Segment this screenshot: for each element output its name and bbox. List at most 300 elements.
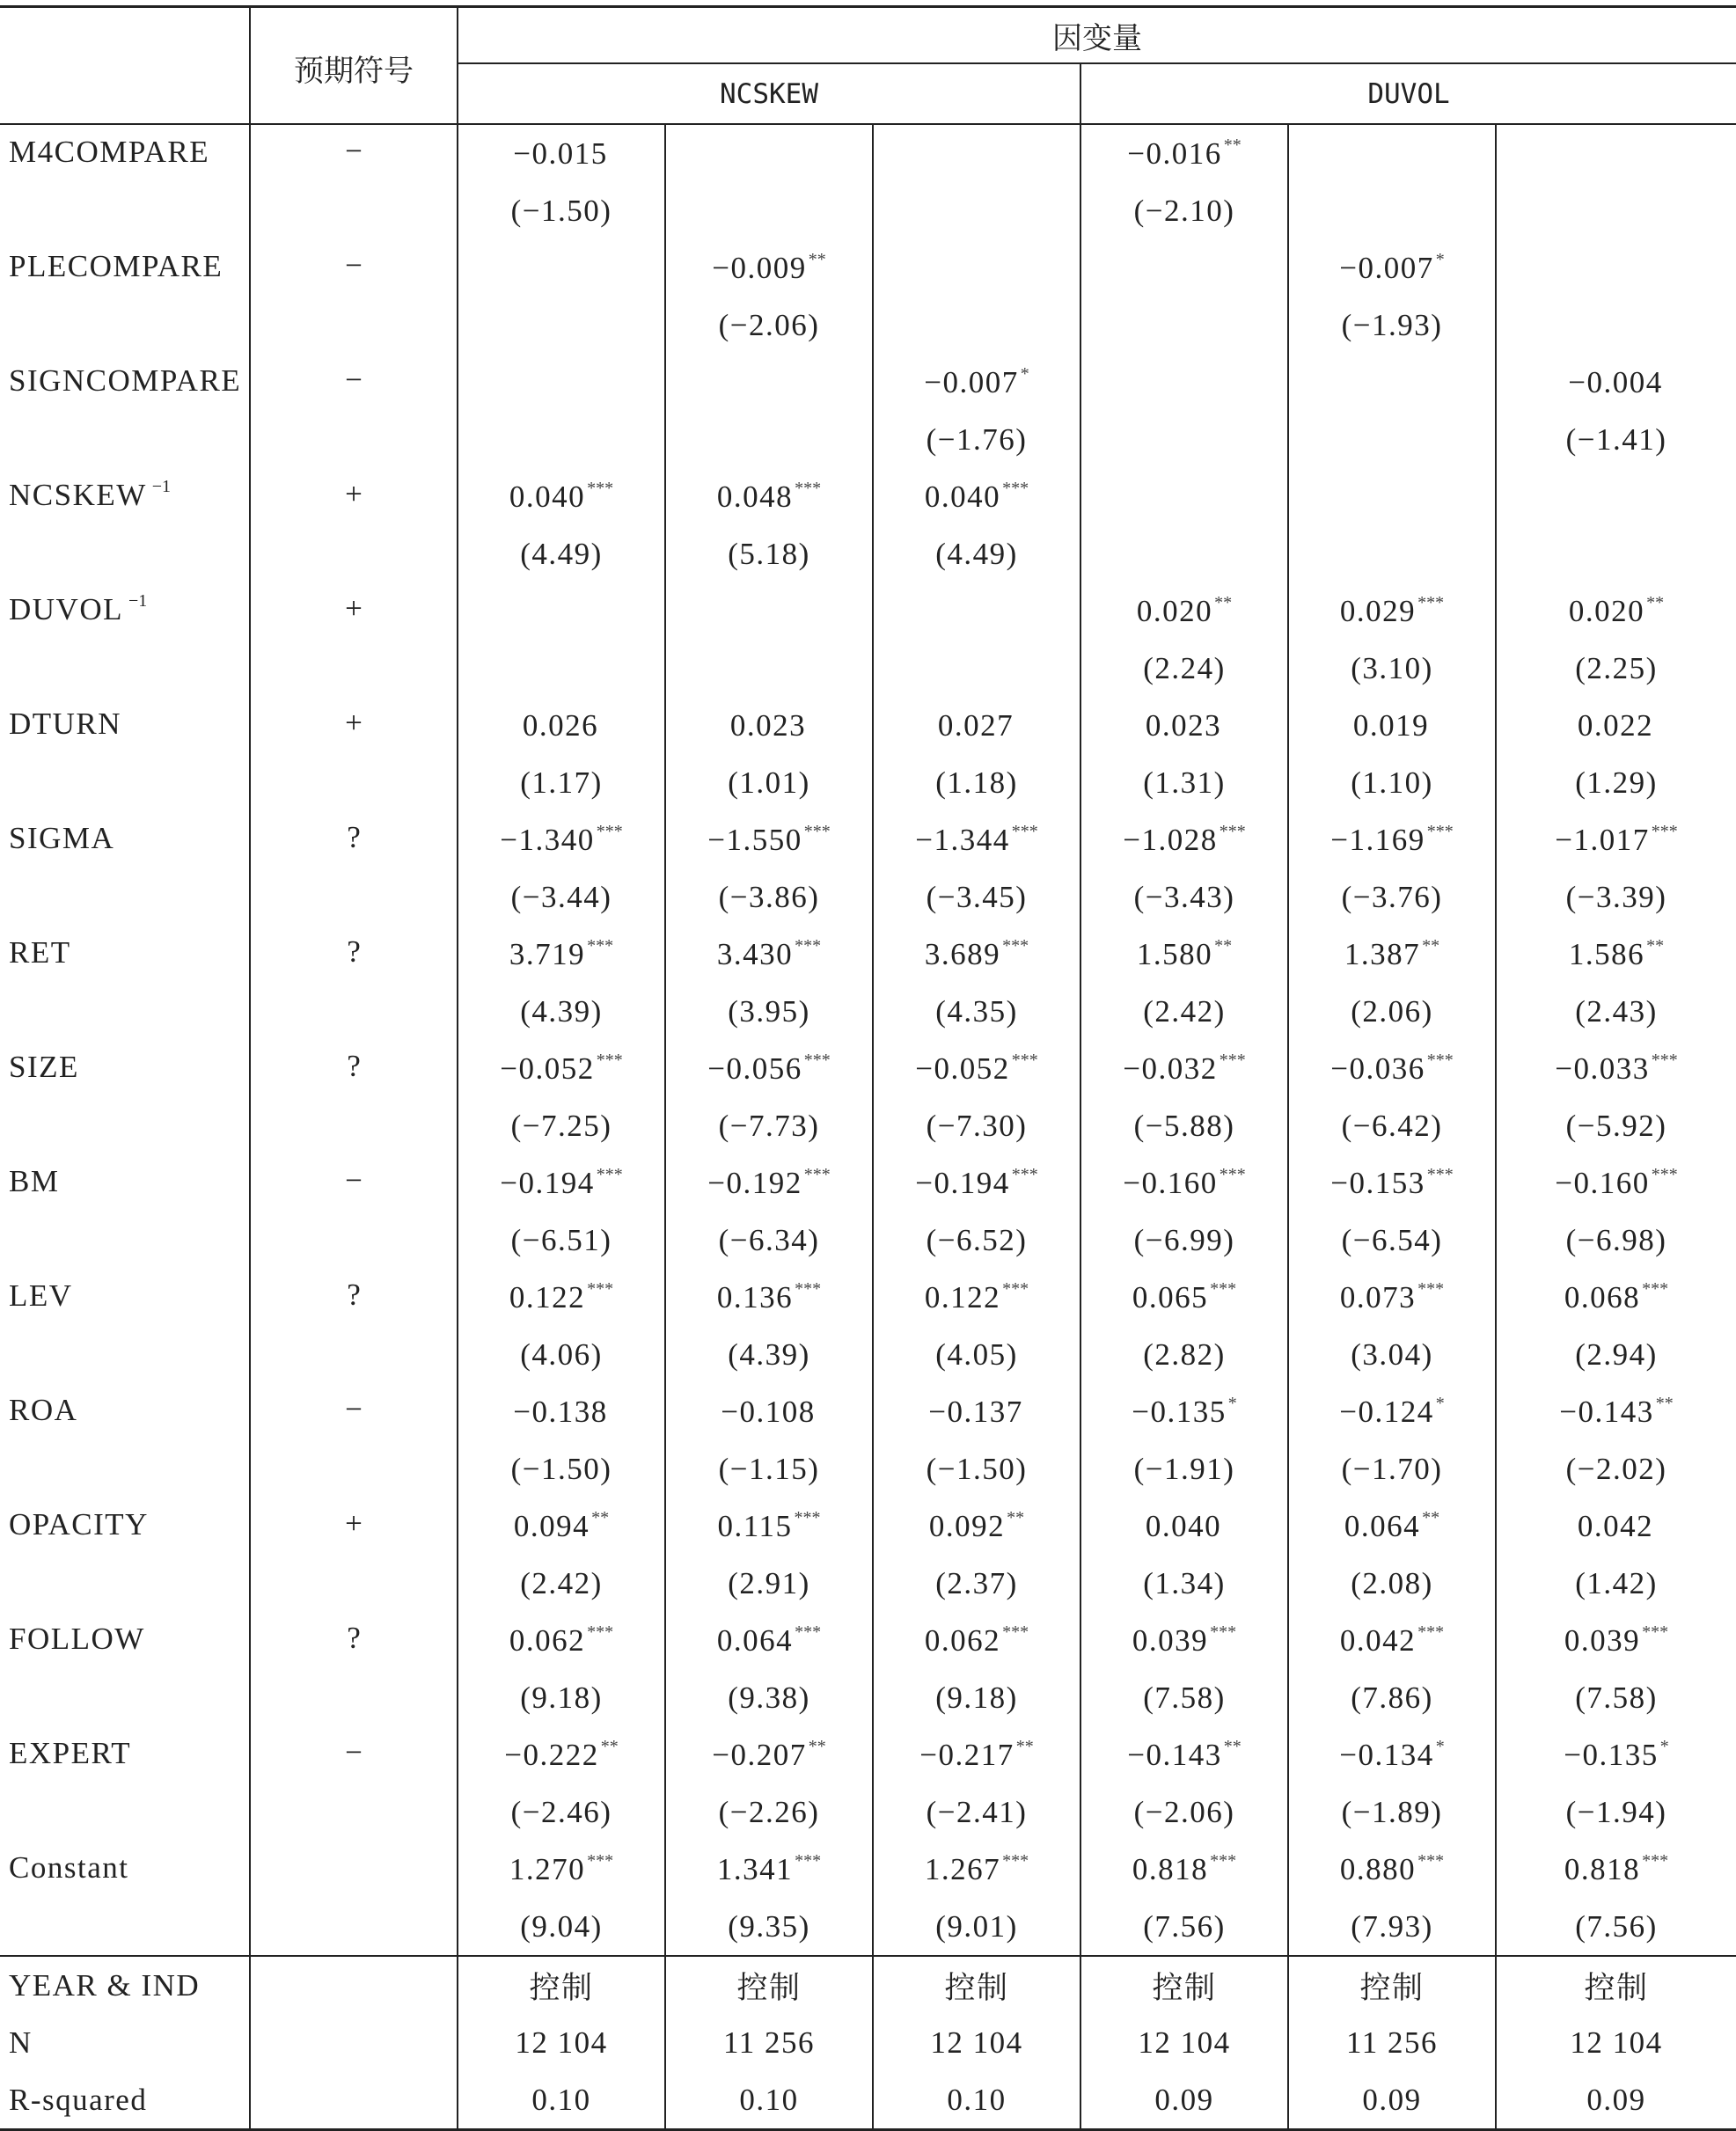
t-stat-cell: (−2.06) — [665, 297, 873, 354]
coefficient-value: 0.039 — [1564, 1623, 1641, 1658]
t-stat-cell: (2.82) — [1080, 1326, 1288, 1383]
expected-sign-cell: − — [250, 1383, 458, 1498]
significance-stars: *** — [596, 1165, 623, 1184]
significance-stars: * — [1435, 1737, 1445, 1756]
footer-value: 12 104 — [1080, 2014, 1288, 2071]
coefficient-cell — [873, 468, 1080, 525]
coefficient-cell — [665, 1383, 873, 1440]
t-stat-cell: (−1.41) — [1496, 411, 1736, 468]
variable-name: OPACITY — [9, 1507, 149, 1541]
coefficient-cell — [665, 926, 873, 983]
coefficient-value: −0.153 — [1330, 1166, 1425, 1200]
coef-row — [0, 1040, 1736, 1097]
coefficient-value: −1.340 — [500, 823, 595, 857]
coefficient-cell — [1496, 1383, 1736, 1440]
coefficient-value: 0.122 — [924, 1280, 1001, 1314]
coefficient-cell — [458, 354, 665, 411]
t-stat-cell: (7.56) — [1080, 1898, 1288, 1956]
expected-sign-cell: − — [250, 1154, 458, 1269]
coefficient-value: 0.818 — [1564, 1852, 1641, 1886]
expected-sign-cell: − — [250, 1726, 458, 1841]
variable-header-cell — [0, 7, 250, 125]
coefficient-cell — [1496, 1269, 1736, 1326]
t-stat-cell — [1288, 525, 1496, 582]
t-stat-cell: (3.04) — [1288, 1326, 1496, 1383]
footer-value: 12 104 — [1496, 2014, 1736, 2071]
significance-stars: *** — [1417, 1622, 1445, 1642]
significance-stars: *** — [587, 936, 614, 956]
coefficient-value: −1.344 — [915, 823, 1010, 857]
coefficient-value: 0.019 — [1352, 708, 1430, 743]
t-stat-cell: (2.24) — [1080, 640, 1288, 697]
significance-stars: *** — [1426, 1165, 1454, 1184]
t-stat-cell: (−3.76) — [1288, 868, 1496, 926]
coefficient-cell — [1496, 926, 1736, 983]
coefficient-cell — [873, 811, 1080, 868]
significance-stars: *** — [795, 1279, 822, 1299]
significance-stars: *** — [1651, 1051, 1678, 1070]
coefficient-cell — [1496, 582, 1736, 640]
coef-row — [0, 1498, 1736, 1555]
coefficient-value: −0.056 — [707, 1051, 802, 1086]
coefficient-cell — [1080, 468, 1288, 525]
t-stat-cell: (4.39) — [458, 983, 665, 1040]
footer-row — [0, 2071, 1736, 2130]
footer-label: YEAR & IND — [0, 1956, 250, 2014]
significance-stars: *** — [803, 822, 831, 841]
variable-name: FOLLOW — [9, 1622, 145, 1656]
coefficient-cell — [1080, 1726, 1288, 1783]
t-stat-cell: (−2.46) — [458, 1783, 665, 1841]
t-stat-cell: (7.58) — [1496, 1669, 1736, 1726]
coefficient-value: 1.580 — [1136, 937, 1213, 971]
significance-stars: *** — [596, 822, 623, 841]
coefficient-value: −0.124 — [1339, 1395, 1434, 1429]
coefficient-cell — [458, 1612, 665, 1669]
coefficient-cell — [1496, 1841, 1736, 1898]
coefficient-cell — [873, 1040, 1080, 1097]
variable-name: SIGMA — [9, 821, 115, 855]
t-stat-cell: (2.25) — [1496, 640, 1736, 697]
coefficient-cell — [873, 239, 1080, 297]
coefficient-value: 0.073 — [1339, 1280, 1417, 1314]
footer-value: 控制 — [1288, 1956, 1496, 2014]
t-stat-cell — [665, 640, 873, 697]
significance-stars: *** — [1219, 1165, 1246, 1184]
t-stat-cell: (−6.51) — [458, 1212, 665, 1269]
t-stat-cell: (1.01) — [665, 754, 873, 811]
t-stat-cell: (1.17) — [458, 754, 665, 811]
expected-sign-cell: − — [250, 124, 458, 239]
variable-superscript: −1 — [128, 591, 148, 611]
significance-stars: *** — [794, 1508, 821, 1527]
coefficient-cell — [1496, 811, 1736, 868]
coef-row — [0, 926, 1736, 983]
expected-sign-cell: − — [250, 239, 458, 354]
t-stat-cell — [665, 411, 873, 468]
t-stat-cell: (4.06) — [458, 1326, 665, 1383]
coefficient-value: 0.094 — [513, 1509, 590, 1543]
t-stat-cell — [1288, 182, 1496, 239]
footer-value: 控制 — [873, 1956, 1080, 2014]
group-header-duvol: DUVOL — [1080, 63, 1736, 124]
t-stat-cell: (2.43) — [1496, 983, 1736, 1040]
coefficient-value: 0.026 — [522, 708, 599, 743]
significance-stars: ** — [808, 1737, 826, 1756]
coef-row — [0, 124, 1736, 182]
significance-stars: ** — [1015, 1737, 1034, 1756]
significance-stars: ** — [1223, 135, 1242, 155]
coefficient-cell — [665, 697, 873, 754]
coefficient-cell — [1496, 239, 1736, 297]
coefficient-cell — [1080, 354, 1288, 411]
coefficient-cell — [458, 811, 665, 868]
coefficient-cell — [458, 926, 665, 983]
coefficient-value: −0.160 — [1555, 1166, 1650, 1200]
t-stat-cell: (9.38) — [665, 1669, 873, 1726]
coefficient-cell — [665, 1269, 873, 1326]
coefficient-cell — [1080, 1612, 1288, 1669]
coefficient-value: −0.137 — [928, 1395, 1023, 1429]
coefficient-value: 0.023 — [729, 708, 807, 743]
variable-cell — [0, 926, 250, 1040]
variable-name: EXPERT — [9, 1736, 132, 1770]
coefficient-value: −0.135 — [1564, 1738, 1659, 1772]
significance-stars: *** — [1210, 1851, 1237, 1871]
coefficient-value: 0.040 — [924, 480, 1001, 514]
coefficient-value: −0.194 — [915, 1166, 1010, 1200]
t-stat-cell: (7.93) — [1288, 1898, 1496, 1956]
t-stat-cell: (2.94) — [1496, 1326, 1736, 1383]
coefficient-cell — [873, 1726, 1080, 1783]
variable-name: SIGNCOMPARE — [9, 363, 242, 398]
coefficient-cell — [1080, 1383, 1288, 1440]
coefficient-value: −0.032 — [1123, 1051, 1218, 1086]
coefficient-cell — [458, 1154, 665, 1212]
coefficient-value: −0.194 — [500, 1166, 595, 1200]
t-stat-cell: (−6.54) — [1288, 1212, 1496, 1269]
t-stat-cell: (3.10) — [1288, 640, 1496, 697]
coefficient-cell — [1496, 697, 1736, 754]
coefficient-value: 0.040 — [1145, 1509, 1222, 1543]
coefficient-value: −0.134 — [1339, 1738, 1434, 1772]
expected-sign-cell: ? — [250, 1040, 458, 1154]
significance-stars: *** — [1002, 1622, 1029, 1642]
variable-cell — [0, 239, 250, 354]
coefficient-value: 0.020 — [1568, 594, 1645, 628]
significance-stars: ** — [808, 250, 826, 269]
variable-cell — [0, 582, 250, 697]
footer-value: 0.09 — [1080, 2071, 1288, 2130]
coefficient-value: 0.029 — [1339, 594, 1417, 628]
significance-stars: *** — [1642, 1279, 1669, 1299]
t-stat-cell: (−1.50) — [873, 1440, 1080, 1498]
coefficient-value: 1.267 — [924, 1852, 1001, 1886]
footer-sign-cell — [250, 2014, 458, 2071]
coefficient-cell — [873, 1269, 1080, 1326]
significance-stars: *** — [1011, 1051, 1038, 1070]
significance-stars: *** — [587, 1851, 614, 1871]
t-stat-cell: (−6.98) — [1496, 1212, 1736, 1269]
expected-sign-cell: ? — [250, 1269, 458, 1383]
variable-cell — [0, 1269, 250, 1383]
significance-stars: *** — [1002, 936, 1029, 956]
significance-stars: * — [1020, 364, 1029, 384]
coefficient-value: 0.818 — [1132, 1852, 1209, 1886]
coefficient-cell — [665, 1612, 873, 1669]
coefficient-cell — [1080, 1269, 1288, 1326]
t-stat-cell: (4.35) — [873, 983, 1080, 1040]
variable-cell — [0, 1498, 250, 1612]
coef-row — [0, 1726, 1736, 1783]
t-stat-cell: (−2.26) — [665, 1783, 873, 1841]
t-stat-cell: (−1.89) — [1288, 1783, 1496, 1841]
significance-stars: ** — [1214, 936, 1233, 956]
coefficient-value: 0.062 — [924, 1623, 1001, 1658]
variable-name: M4COMPARE — [9, 135, 210, 169]
t-stat-cell: (4.39) — [665, 1326, 873, 1383]
significance-stars: *** — [587, 1622, 614, 1642]
coefficient-value: 0.062 — [509, 1623, 586, 1658]
t-stat-cell: (1.29) — [1496, 754, 1736, 811]
t-stat-cell: (−3.45) — [873, 868, 1080, 926]
coefficient-value: 0.092 — [928, 1509, 1006, 1543]
coefficient-cell — [873, 697, 1080, 754]
expected-sign-cell: ? — [250, 811, 458, 926]
significance-stars: *** — [1426, 822, 1454, 841]
variable-name: NCSKEW — [9, 478, 147, 512]
significance-stars: *** — [1417, 1279, 1445, 1299]
coefficient-cell — [458, 1726, 665, 1783]
significance-stars: *** — [795, 1851, 822, 1871]
coefficient-value: 0.020 — [1136, 594, 1213, 628]
t-stat-cell: (−1.91) — [1080, 1440, 1288, 1498]
coefficient-value: 0.064 — [1344, 1509, 1421, 1543]
variable-cell — [0, 1154, 250, 1269]
coefficient-value: −0.143 — [1559, 1395, 1654, 1429]
significance-stars: ** — [1422, 936, 1440, 956]
footer-value: 控制 — [1496, 1956, 1736, 2014]
t-stat-cell: (1.18) — [873, 754, 1080, 811]
variable-name: ROA — [9, 1393, 78, 1427]
coef-row — [0, 1269, 1736, 1326]
coefficient-value: −0.016 — [1127, 136, 1222, 171]
expected-sign-cell: + — [250, 582, 458, 697]
variable-cell — [0, 1726, 250, 1841]
t-stat-cell: (9.01) — [873, 1898, 1080, 1956]
coefficient-cell — [458, 124, 665, 182]
coefficient-value: 0.042 — [1339, 1623, 1417, 1658]
t-stat-cell: (−5.92) — [1496, 1097, 1736, 1154]
coefficient-cell — [873, 926, 1080, 983]
t-stat-cell: (−3.43) — [1080, 868, 1288, 926]
coefficient-cell — [458, 468, 665, 525]
t-stat-cell: (−1.50) — [458, 1440, 665, 1498]
coefficient-cell — [1288, 811, 1496, 868]
footer-value: 0.10 — [873, 2071, 1080, 2130]
coef-row — [0, 1612, 1736, 1669]
footer-row — [0, 2014, 1736, 2071]
significance-stars: ** — [591, 1508, 610, 1527]
coefficient-value: −0.222 — [504, 1738, 599, 1772]
coefficient-cell — [665, 354, 873, 411]
footer-value: 12 104 — [873, 2014, 1080, 2071]
t-stat-cell — [1496, 182, 1736, 239]
coefficient-value: −0.004 — [1568, 365, 1663, 399]
t-stat-cell: (−2.41) — [873, 1783, 1080, 1841]
t-stat-cell: (1.10) — [1288, 754, 1496, 811]
t-stat-cell: (−3.86) — [665, 868, 873, 926]
t-stat-cell — [458, 640, 665, 697]
t-stat-cell: (−6.34) — [665, 1212, 873, 1269]
coefficient-cell — [458, 1040, 665, 1097]
coef-row — [0, 468, 1736, 525]
variable-name: LEV — [9, 1278, 73, 1313]
variable-name: SIZE — [9, 1050, 79, 1084]
significance-stars: *** — [795, 936, 822, 956]
footer-value: 0.09 — [1496, 2071, 1736, 2130]
footer-sign-cell — [250, 1956, 458, 2014]
coefficient-cell — [873, 1612, 1080, 1669]
t-stat-cell: (−7.30) — [873, 1097, 1080, 1154]
coefficient-cell — [1496, 1612, 1736, 1669]
coef-row — [0, 811, 1736, 868]
t-stat-cell: (−2.02) — [1496, 1440, 1736, 1498]
variable-cell — [0, 1841, 250, 1956]
coefficient-value: −0.007 — [1339, 251, 1434, 285]
footer-value: 0.09 — [1288, 2071, 1496, 2130]
t-stat-cell: (−7.73) — [665, 1097, 873, 1154]
coefficient-value: −0.217 — [919, 1738, 1014, 1772]
t-stat-cell: (−6.52) — [873, 1212, 1080, 1269]
t-stat-cell: (2.06) — [1288, 983, 1496, 1040]
t-stat-cell: (7.56) — [1496, 1898, 1736, 1956]
coefficient-value: −0.138 — [513, 1395, 608, 1429]
t-stat-cell: (−1.94) — [1496, 1783, 1736, 1841]
t-stat-cell: (−7.25) — [458, 1097, 665, 1154]
significance-stars: *** — [795, 479, 822, 498]
significance-stars: *** — [1417, 1851, 1445, 1871]
variable-cell — [0, 697, 250, 811]
t-stat-cell: (9.35) — [665, 1898, 873, 1956]
coefficient-value: 3.689 — [924, 937, 1001, 971]
footer-value: 12 104 — [458, 2014, 665, 2071]
t-stat-cell: (−2.10) — [1080, 182, 1288, 239]
significance-stars: * — [1227, 1394, 1237, 1413]
coefficient-value: 0.040 — [509, 480, 586, 514]
expected-sign-cell — [250, 1841, 458, 1956]
coefficient-cell — [1080, 1841, 1288, 1898]
coefficient-cell — [1080, 124, 1288, 182]
coefficient-value: −0.143 — [1127, 1738, 1222, 1772]
coefficient-value: 0.042 — [1577, 1509, 1654, 1543]
t-stat-cell: (1.34) — [1080, 1555, 1288, 1612]
coefficient-cell — [1288, 1612, 1496, 1669]
significance-stars: ** — [1422, 1508, 1440, 1527]
coefficient-value: −0.015 — [513, 136, 608, 171]
significance-stars: *** — [1002, 1851, 1029, 1871]
t-stat-cell — [1080, 411, 1288, 468]
coefficient-value: 0.115 — [717, 1509, 793, 1543]
coefficient-value: 0.136 — [716, 1280, 794, 1314]
significance-stars: *** — [1219, 822, 1246, 841]
significance-stars: *** — [1210, 1279, 1237, 1299]
t-stat-cell: (2.08) — [1288, 1555, 1496, 1612]
coefficient-cell — [1288, 354, 1496, 411]
coefficient-cell — [1288, 124, 1496, 182]
coefficient-value: −1.169 — [1330, 823, 1425, 857]
coefficient-cell — [1288, 239, 1496, 297]
variable-name: DUVOL — [9, 592, 123, 626]
t-stat-cell: (−3.44) — [458, 868, 665, 926]
t-stat-cell: (7.86) — [1288, 1669, 1496, 1726]
significance-stars: ** — [1007, 1508, 1025, 1527]
coefficient-value: −0.135 — [1132, 1395, 1227, 1429]
coefficient-cell — [1288, 1726, 1496, 1783]
coef-row — [0, 1841, 1736, 1898]
significance-stars: * — [1659, 1737, 1669, 1756]
coefficient-cell — [1080, 1154, 1288, 1212]
significance-stars: ** — [600, 1737, 619, 1756]
coefficient-cell — [1288, 1841, 1496, 1898]
coefficient-cell — [665, 1841, 873, 1898]
coefficient-cell — [1496, 354, 1736, 411]
coefficient-cell — [458, 1498, 665, 1555]
t-stat-cell: (2.91) — [665, 1555, 873, 1612]
significance-stars: ** — [1223, 1737, 1242, 1756]
t-stat-cell: (4.05) — [873, 1326, 1080, 1383]
coefficient-cell — [873, 1841, 1080, 1898]
coefficient-cell — [873, 124, 1080, 182]
coefficient-cell — [1080, 582, 1288, 640]
t-stat-cell: (4.49) — [458, 525, 665, 582]
t-stat-cell — [873, 297, 1080, 354]
footer-row — [0, 1956, 1736, 2014]
significance-stars: * — [1435, 250, 1445, 269]
coefficient-cell — [873, 1498, 1080, 1555]
coefficient-cell — [1288, 697, 1496, 754]
coef-row — [0, 1383, 1736, 1440]
footer-label: N — [9, 2025, 33, 2060]
coefficient-cell — [873, 1383, 1080, 1440]
significance-stars: *** — [587, 1279, 614, 1299]
coefficient-value: −0.033 — [1555, 1051, 1650, 1086]
coefficient-cell — [1080, 1040, 1288, 1097]
t-stat-cell — [1080, 525, 1288, 582]
expected-sign-cell: + — [250, 697, 458, 811]
coefficient-value: 3.719 — [509, 937, 586, 971]
t-stat-cell: (2.42) — [1080, 983, 1288, 1040]
coefficient-cell — [458, 697, 665, 754]
variable-name: BM — [9, 1164, 60, 1198]
footer-value: 0.10 — [458, 2071, 665, 2130]
significance-stars: *** — [803, 1165, 831, 1184]
variable-cell — [0, 1040, 250, 1154]
footer-label: R-squared — [0, 2071, 250, 2130]
variable-cell — [0, 811, 250, 926]
t-stat-cell — [1496, 297, 1736, 354]
coefficient-value: −1.550 — [707, 823, 802, 857]
t-stat-cell: (−5.88) — [1080, 1097, 1288, 1154]
coefficient-cell — [665, 1726, 873, 1783]
coefficient-value: −1.028 — [1123, 823, 1218, 857]
significance-stars: *** — [1210, 1622, 1237, 1642]
t-stat-cell — [1288, 411, 1496, 468]
coefficient-value: 3.430 — [716, 937, 794, 971]
header-row — [0, 7, 1736, 64]
significance-stars: ** — [1214, 593, 1233, 612]
coefficient-value: −0.192 — [707, 1166, 802, 1200]
